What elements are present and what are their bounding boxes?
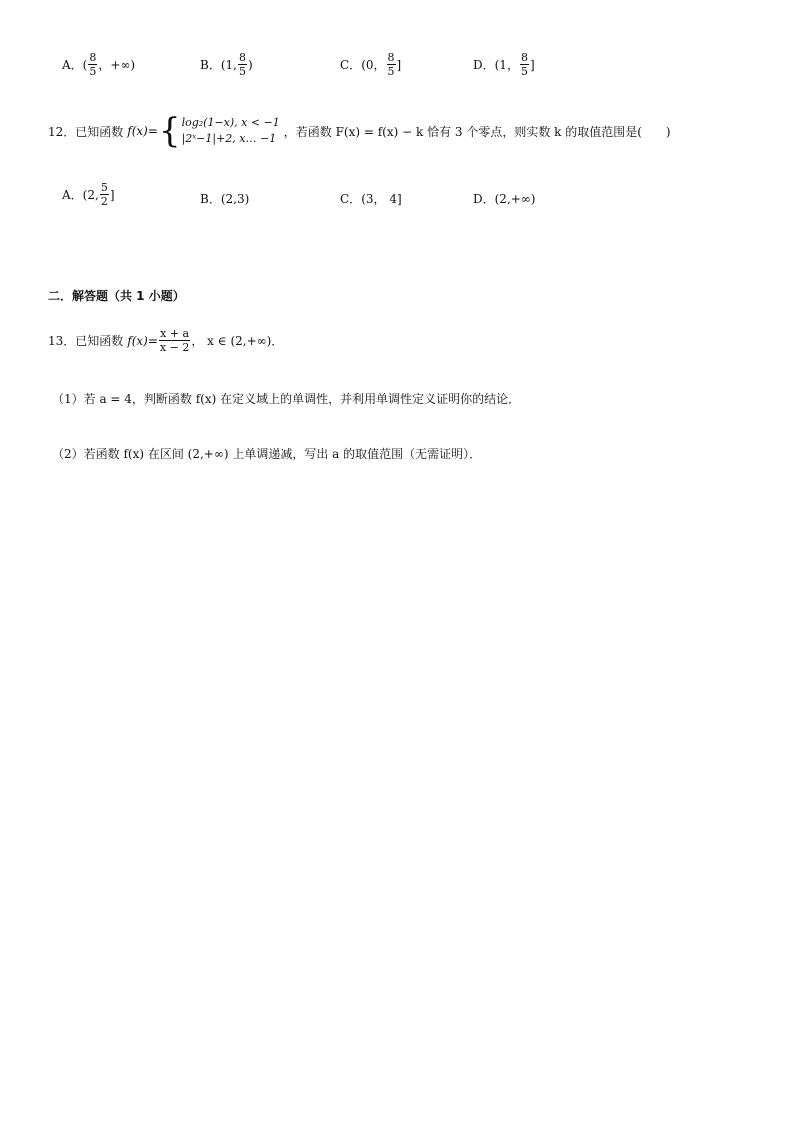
case-1: log₂(1−x), x < −1 (181, 116, 280, 129)
option-open: (1， (494, 58, 519, 72)
option-text: (2,3) (220, 191, 250, 206)
piecewise-cases (182, 115, 280, 147)
q12-option-d[interactable] (473, 190, 536, 207)
option-label: D． (473, 58, 495, 72)
q11-option-c[interactable] (340, 52, 401, 77)
question-text: ，若函数 F(x) = f(x) − k 恰有 3 个零点，则实数 k 的取值范围是( ) (283, 124, 671, 139)
option-after: ] (529, 57, 535, 72)
option-label: A． (62, 188, 83, 202)
fraction: $\frac{8}{5}$ (387, 51, 395, 78)
option-after: ] (396, 57, 402, 72)
question-number: 13．已知函数 (48, 334, 124, 348)
q13-stem (48, 328, 283, 353)
q12-option-a[interactable] (62, 182, 115, 207)
fraction: $\frac{x + a}{x - 2}$ (159, 327, 190, 354)
option-label: C． (340, 58, 362, 72)
option-text: (2,+∞) (494, 191, 536, 206)
option-open: ( (82, 57, 88, 72)
left-brace: { (158, 111, 181, 151)
function-name: f(x)= (127, 333, 158, 348)
function-name: f(x)= (127, 124, 158, 138)
domain-text: ， x ∈ (2,+∞)． (191, 334, 284, 348)
option-label: B． (200, 58, 221, 72)
q13-part-2: （2）若函数 f(x) 在区间 (2,+∞) 上单调递减，写出 a 的取值范围（无需证明）． (52, 447, 482, 461)
fraction: $\frac{8}{5}$ (89, 51, 97, 78)
case-2: |2ˣ−1|+2, x… −1 (181, 132, 277, 145)
option-after: ] (109, 187, 115, 202)
option-label: D． (473, 192, 495, 206)
q12-option-c[interactable] (340, 190, 402, 207)
fraction: $\frac{5}{2}$ (100, 181, 108, 208)
q11-option-a[interactable] (62, 52, 135, 77)
q12-option-b[interactable] (200, 190, 249, 207)
fraction: $\frac{8}{5}$ (238, 51, 246, 78)
option-label: A． (62, 58, 83, 72)
option-open: (0， (361, 58, 386, 72)
option-open: (1, (220, 57, 237, 72)
option-text: (3， 4] (361, 192, 402, 206)
q11-option-d[interactable] (473, 52, 535, 77)
option-open: (2, (82, 187, 99, 202)
fraction: $\frac{8}{5}$ (520, 51, 528, 78)
section-heading: 二．解答题（共 1 小题） (48, 289, 185, 303)
q13-part-1: （1）若 a = 4，判断函数 f(x) 在定义域上的单调性，并利用单调性定义证明你的结论． (52, 392, 521, 406)
option-after: ，+∞) (98, 58, 136, 72)
option-label: C． (340, 192, 362, 206)
option-after: ) (247, 57, 253, 72)
q11-option-b[interactable] (200, 52, 253, 77)
option-label: B． (200, 192, 221, 206)
question-number: 12．已知函数 (48, 124, 124, 139)
q12-stem (48, 111, 671, 151)
